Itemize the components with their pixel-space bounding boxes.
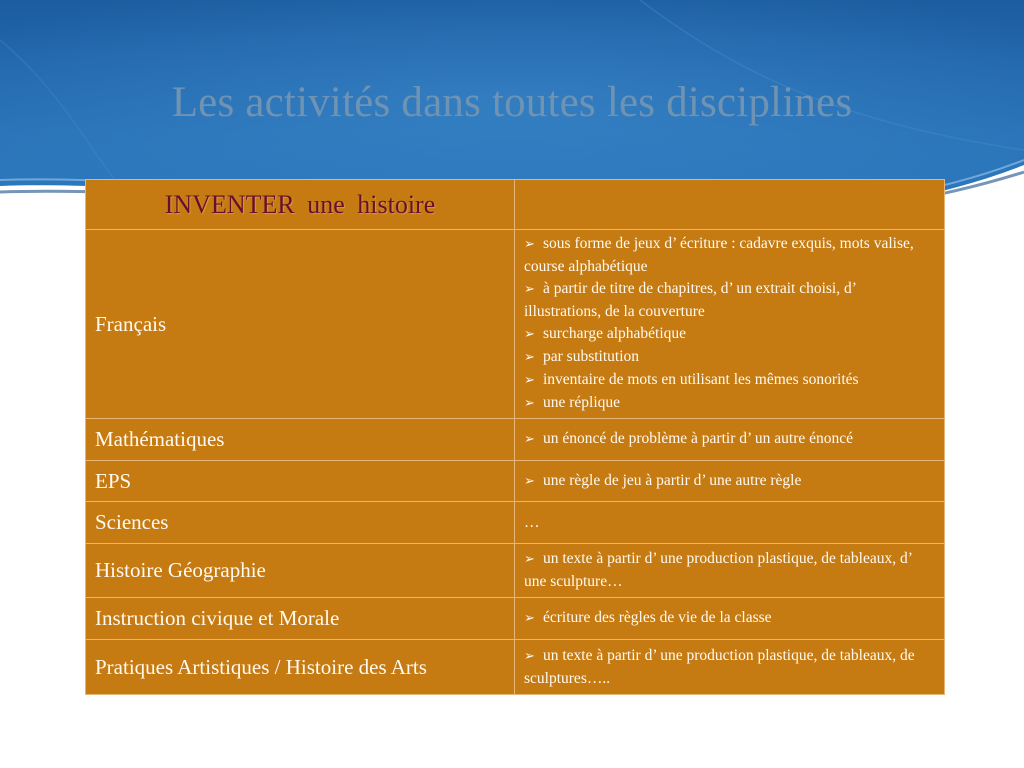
table-row-instruction-civique xyxy=(86,598,945,640)
activities-cell xyxy=(515,640,945,695)
table-header-cell xyxy=(86,180,515,230)
activity-item: ➢ par substitution xyxy=(524,346,935,369)
activity-list xyxy=(524,428,935,451)
activity-item: ➢ une réplique xyxy=(524,392,935,415)
activity-item: ➢ un texte à partir d’ une production plastique, de tableaux, d’ une sculpture… xyxy=(524,548,935,593)
discipline-cell xyxy=(86,502,515,544)
activities-cell xyxy=(515,598,945,640)
activity-item: ➢ une règle de jeu à partir d’ une autre règle xyxy=(524,470,935,493)
activity-list xyxy=(524,512,935,534)
discipline-cell xyxy=(86,640,515,695)
table-row-pratiques-artistiques xyxy=(86,640,945,695)
discipline-name: Histoire Géographie xyxy=(95,558,266,582)
activities-cell xyxy=(515,419,945,461)
discipline-cell xyxy=(86,544,515,598)
table-header-empty-cell xyxy=(515,180,945,230)
activities-cell xyxy=(515,461,945,502)
discipline-cell xyxy=(86,230,515,419)
activity-item: ➢ inventaire de mots en utilisant les mêmes sonorités xyxy=(524,369,935,392)
activity-list xyxy=(524,645,935,690)
activity-item: ➢ un texte à partir d’ une production plastique, de tableaux, de sculptures….. xyxy=(524,645,935,690)
slide-title: Les activités dans toutes les disciplines xyxy=(171,79,853,126)
activity-item: ➢ sous forme de jeux d’ écriture : cadavre exquis, mots valise, course alphabétique xyxy=(524,233,935,278)
discipline-name: EPS xyxy=(95,468,132,493)
table-header-title: INVENTER une histoire xyxy=(164,189,436,219)
activity-list xyxy=(524,233,935,415)
activity-list xyxy=(524,548,935,593)
activity-item: ➢ surcharge alphabétique xyxy=(524,323,935,346)
discipline-name: Pratiques Artistiques / Histoire des Arts xyxy=(95,654,427,679)
activity-item: ➢ écriture des règles de vie de la classe xyxy=(524,607,935,630)
discipline-cell xyxy=(86,419,515,461)
activity-list xyxy=(524,607,935,630)
table-row-eps xyxy=(86,461,945,502)
activities-cell xyxy=(515,502,945,544)
table-header-row xyxy=(86,180,945,230)
activities-cell xyxy=(515,230,945,419)
discipline-cell xyxy=(86,598,515,640)
table-row-mathematiques xyxy=(86,419,945,461)
activity-item: ➢ un énoncé de problème à partir d’ un autre énoncé xyxy=(524,428,935,451)
activities-cell xyxy=(515,544,945,598)
discipline-name: Mathématiques xyxy=(95,427,225,451)
activity-list xyxy=(524,470,935,493)
activity-item: ➢ à partir de titre de chapitres, d’ un extrait choisi, d’ illustrations, de la couverture xyxy=(524,278,935,323)
activities-table xyxy=(85,179,945,695)
table-row-histoire-geographie xyxy=(86,544,945,598)
table-row-francais xyxy=(86,230,945,419)
discipline-name: Français xyxy=(95,311,167,336)
discipline-name: Instruction civique et Morale xyxy=(95,606,340,630)
activity-item: … xyxy=(524,513,540,531)
discipline-cell xyxy=(86,461,515,502)
table-row-sciences xyxy=(86,502,945,544)
discipline-name: Sciences xyxy=(95,510,169,534)
